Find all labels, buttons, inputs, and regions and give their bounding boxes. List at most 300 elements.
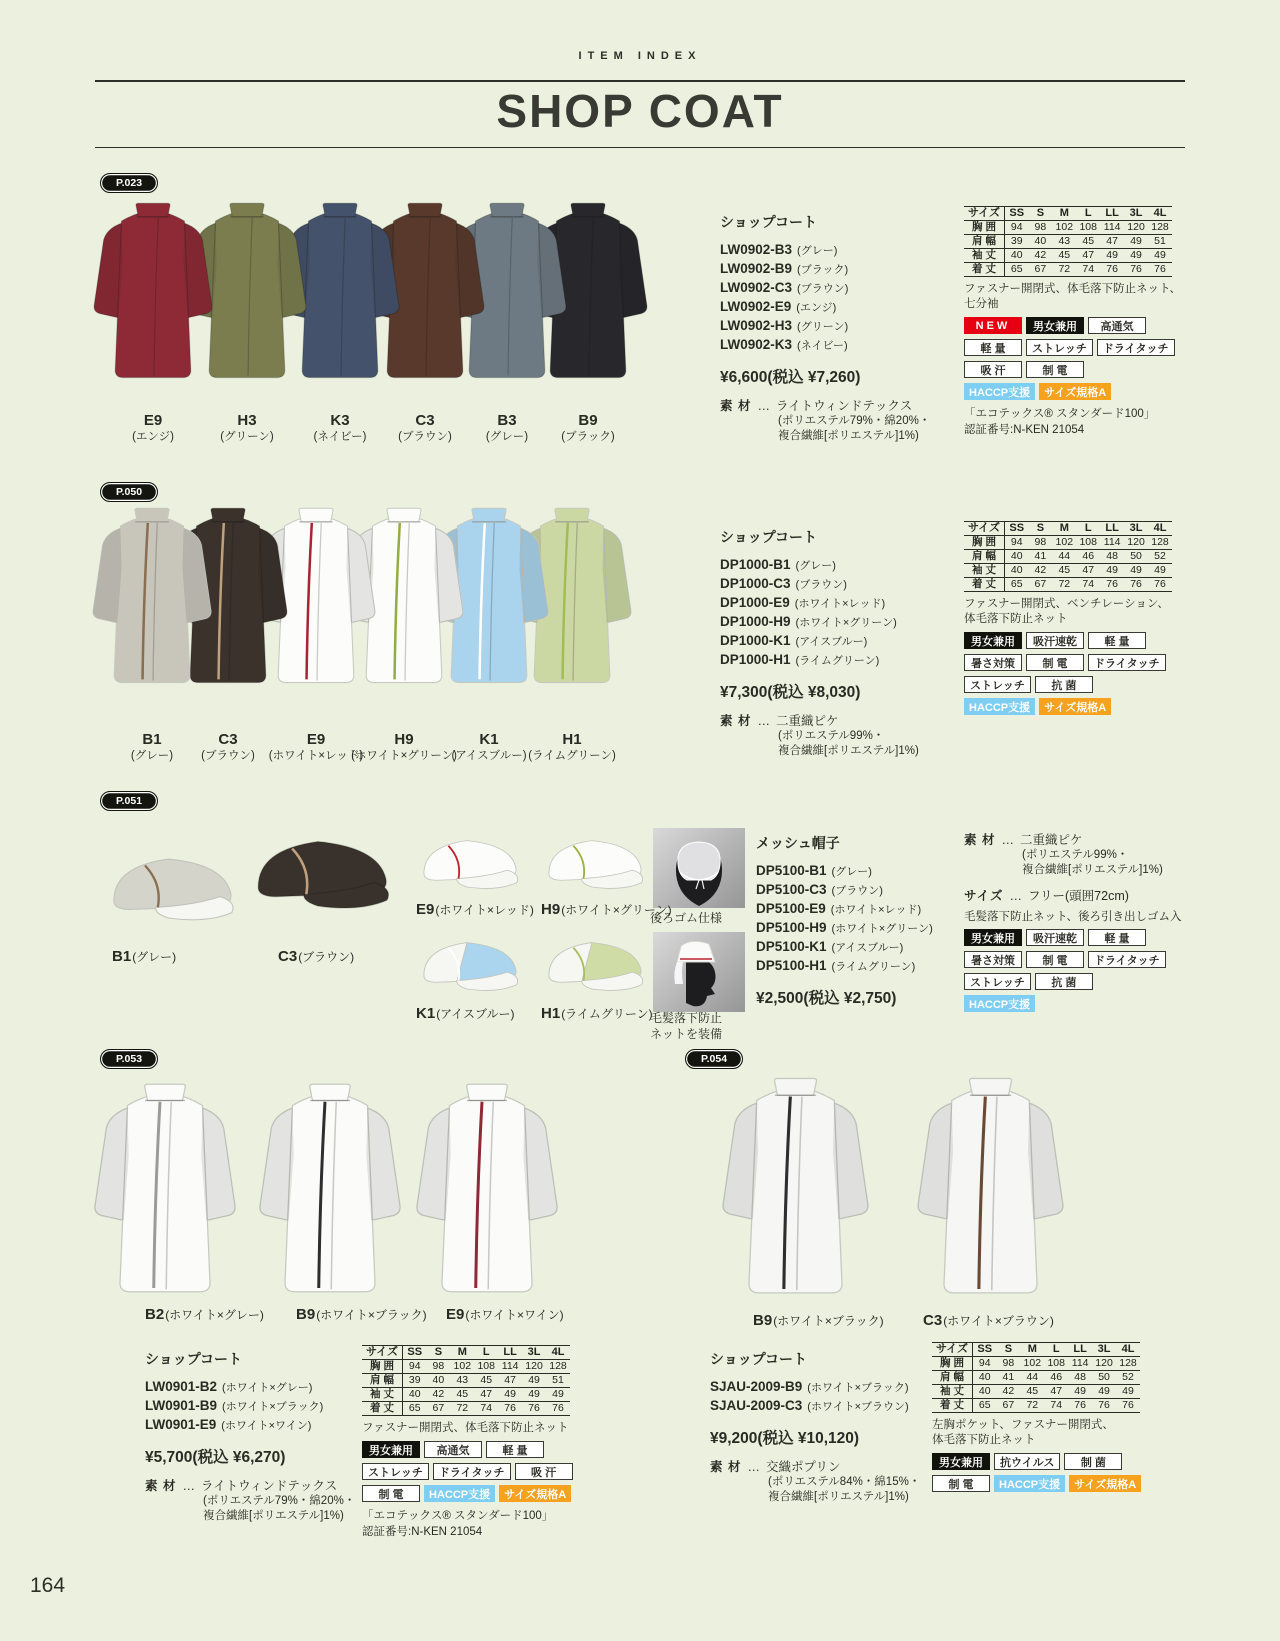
product-code: DP5100-C3 <box>756 882 827 897</box>
size-table-cell: 114 <box>498 1360 522 1374</box>
size-table-cell: 39 <box>403 1374 427 1388</box>
size-table-cell: 128 <box>1148 536 1172 550</box>
size-table-cell: 40 <box>973 1371 997 1385</box>
size-table-header-cell: サイズ <box>932 1343 973 1357</box>
product-code: DP5100-H9 <box>756 920 827 935</box>
size-table-cell: 50 <box>1092 1371 1116 1385</box>
size-table-cell: 128 <box>546 1360 570 1374</box>
garment-code: H3 <box>237 412 257 429</box>
material-dots: … <box>747 1460 760 1474</box>
cap-code: H1 <box>541 1005 561 1022</box>
product-code: LW0901-E9 <box>145 1417 217 1432</box>
size-table-row-label: 着 丈 <box>362 1402 403 1416</box>
size-table-row-label: 袖 丈 <box>964 249 1005 263</box>
page-ref-badge: P.050 <box>100 482 158 502</box>
size-table-header-cell: SS <box>1005 522 1029 536</box>
certification-text: 認証番号:N-KEN 21054 <box>964 424 1085 436</box>
size-table-cell: 94 <box>1005 221 1029 235</box>
size-table-header-cell: 4L <box>1148 207 1172 221</box>
feature-tag: 軽 量 <box>1088 632 1146 649</box>
material-detail: 複合繊維[ポリエステル]1%) <box>768 1490 909 1503</box>
garment-label <box>923 1312 1054 1329</box>
feature-tag: 吸汗速乾 <box>1026 632 1084 649</box>
size-table-cell: 67 <box>1028 578 1052 592</box>
product-color-name: (ホワイト×グレー) <box>222 1382 313 1394</box>
cap-color-name: (ブラウン) <box>298 950 355 964</box>
feature-tag: 暑さ対策 <box>964 951 1022 968</box>
feature-tag: ドライタッチ <box>433 1463 511 1480</box>
size-table-header-cell: サイズ <box>964 522 1005 536</box>
certification-text: 認証番号:N-KEN 21054 <box>362 1526 483 1538</box>
photo-caption: 後ろゴム仕様 <box>650 911 723 925</box>
feature-tag: HACCP支援 <box>964 995 1035 1012</box>
size-table-row-label: 胸 囲 <box>362 1360 403 1374</box>
size-table-cell: 72 <box>1020 1399 1044 1413</box>
garment-image <box>255 1078 405 1301</box>
feature-tag-row <box>932 1475 1172 1492</box>
garment-color-name: (ホワイト×ブラック) <box>773 1314 884 1328</box>
feature-tag: 制 電 <box>932 1475 990 1492</box>
product-color-name: (ホワイト×ワイン) <box>221 1420 312 1432</box>
feature-tag: 男女兼用 <box>932 1453 990 1470</box>
size-table-header-cell: 4L <box>1148 522 1172 536</box>
size-table-cell: 45 <box>1020 1385 1044 1399</box>
cap-code: K1 <box>416 1005 436 1022</box>
size-table-header-cell: SS <box>403 1346 427 1360</box>
product-color-name: (ブラウン) <box>797 283 849 295</box>
size-table-row <box>932 1399 1140 1413</box>
size-table-cell: 76 <box>546 1402 570 1416</box>
feature-tag: 男女兼用 <box>1026 317 1084 334</box>
feature-tag: 抗 菌 <box>1035 973 1093 990</box>
size-table-cell: 40 <box>1028 235 1052 249</box>
size-table-header-cell: SS <box>973 1343 997 1357</box>
size-table-header-cell: L <box>1044 1343 1068 1357</box>
size-table-cell: 74 <box>1044 1399 1068 1413</box>
feature-tag: HACCP支援 <box>964 698 1035 715</box>
cap-code: H9 <box>541 901 561 918</box>
garment-label <box>753 1312 884 1329</box>
size-table-cell: 44 <box>1052 550 1076 564</box>
size-table-cell: 47 <box>1100 235 1124 249</box>
size-table-cell: 40 <box>1005 249 1029 263</box>
size-table-cell: 45 <box>474 1374 498 1388</box>
size-table-header-cell: L <box>1076 207 1100 221</box>
garment-code: E9 <box>306 731 326 748</box>
page-number: 164 <box>30 1574 66 1597</box>
feature-tag: 軽 量 <box>486 1441 544 1458</box>
feature-tag: 男女兼用 <box>964 632 1022 649</box>
size-table-cell: 67 <box>1028 263 1052 277</box>
feature-tag: 制 電 <box>1026 951 1084 968</box>
material-detail: (ポリエステル84%・綿15%・ <box>768 1476 921 1488</box>
garment-code: C3 <box>218 731 238 748</box>
size-table-row-label: 胸 囲 <box>932 1357 973 1371</box>
size-table-cell: 76 <box>1100 263 1124 277</box>
garment-color-name: (ブラウン) <box>398 431 452 443</box>
feature-tag: サイズ規格A <box>1069 1475 1141 1492</box>
garment-code: B3 <box>497 412 517 429</box>
size-table-cell: 114 <box>1100 221 1124 235</box>
garment-code: K1 <box>479 731 499 748</box>
feature-tag: HACCP支援 <box>424 1485 495 1502</box>
garment-code: H9 <box>394 731 414 748</box>
size-table-row <box>932 1357 1140 1371</box>
garment-image <box>718 1072 873 1302</box>
product-code: DP1000-C3 <box>720 576 791 591</box>
features-text: 七分袖 <box>964 298 999 310</box>
garment-color-name: (ホワイト×ワイン) <box>465 1308 564 1322</box>
page-ref-badge: P.054 <box>685 1049 743 1069</box>
feature-tag: 男女兼用 <box>964 929 1022 946</box>
size-table-row-label: 袖 丈 <box>964 564 1005 578</box>
size-table-cell: 49 <box>1100 249 1124 263</box>
size-table-header-cell: LL <box>1100 207 1124 221</box>
size-table-cell: 108 <box>1076 221 1100 235</box>
feature-tag: ストレッチ <box>964 676 1031 693</box>
garment-code: C3 <box>923 1312 943 1329</box>
size-table-cell: 120 <box>1092 1357 1116 1371</box>
certification-text: 「エコテックス® スタンダード100」 <box>964 408 1156 420</box>
material-label: 素 材 <box>964 833 996 847</box>
size-table-cell: 67 <box>426 1402 450 1416</box>
features-text: ファスナー開閉式、体毛落下防止ネット <box>362 1422 569 1434</box>
size-table-row-label: 着 丈 <box>932 1399 973 1413</box>
material-detail: 複合繊維[ポリエステル]1%) <box>778 429 919 442</box>
size-table-cell: 42 <box>1028 249 1052 263</box>
feature-tag: 高通気 <box>424 1441 482 1458</box>
size-table-cell: 76 <box>522 1402 546 1416</box>
feature-tag: 制 電 <box>362 1485 420 1502</box>
price: ¥7,300(税込 ¥8,030) <box>720 684 861 701</box>
size-table-cell: 65 <box>403 1402 427 1416</box>
feature-tag: 制 電 <box>1026 654 1084 671</box>
size-table-header-cell: L <box>1076 522 1100 536</box>
size-table-cell: 51 <box>546 1374 570 1388</box>
size-table-cell: 49 <box>1068 1385 1092 1399</box>
feature-tag: 軽 量 <box>964 339 1022 356</box>
product-code: LW0902-K3 <box>720 337 793 352</box>
page-ref-badge: P.023 <box>100 173 158 193</box>
size-table-cell: 94 <box>403 1360 427 1374</box>
feature-tag: HACCP支援 <box>994 1475 1065 1492</box>
feature-tag: 暑さ対策 <box>964 654 1022 671</box>
size-table-cell: 102 <box>450 1360 474 1374</box>
material-dots: … <box>757 714 770 728</box>
cap-color-name: (ホワイト×レッド) <box>435 903 534 917</box>
size-table-cell: 67 <box>996 1399 1020 1413</box>
garment-code: B2 <box>145 1306 165 1323</box>
size-table-cell: 108 <box>474 1360 498 1374</box>
feature-tag: ストレッチ <box>362 1463 429 1480</box>
size-table-header-cell: 4L <box>1116 1343 1140 1357</box>
feature-tag: 吸汗速乾 <box>1026 929 1084 946</box>
product-code: DP1000-K1 <box>720 633 791 648</box>
feature-tag: ドライタッチ <box>1088 654 1166 671</box>
size-table-header-cell: L <box>474 1346 498 1360</box>
material-detail: 複合繊維[ポリエステル]1%) <box>778 744 919 757</box>
size-table-cell: 41 <box>1028 550 1052 564</box>
size-table-row-label: 肩 幅 <box>932 1371 973 1385</box>
garment-code: B1 <box>142 731 162 748</box>
size-table-cell: 50 <box>1124 550 1148 564</box>
size-table-cell: 74 <box>1076 578 1100 592</box>
product-code: SJAU-2009-B9 <box>710 1379 803 1394</box>
size-table-cell: 108 <box>1044 1357 1068 1371</box>
product-code: LW0902-C3 <box>720 280 793 295</box>
material-label: 素 材 <box>710 1460 742 1474</box>
size-table-row <box>932 1385 1140 1399</box>
size-table-header-cell: M <box>1020 1343 1044 1357</box>
size-table-cell: 49 <box>1092 1385 1116 1399</box>
size-table <box>932 1342 1140 1413</box>
garment-color-name: (ホワイト×グレー) <box>165 1308 264 1322</box>
size-table-cell: 76 <box>1124 263 1148 277</box>
size-table-cell: 76 <box>1148 578 1172 592</box>
feature-tag: 男女兼用 <box>362 1441 420 1458</box>
size-table-header-cell: サイズ <box>362 1346 403 1360</box>
size-table-cell: 40 <box>403 1388 427 1402</box>
features-text: 左胸ポケット、ファスナー開閉式、 <box>932 1419 1114 1431</box>
spec-column <box>932 1342 1172 1492</box>
size-table-cell: 98 <box>996 1357 1020 1371</box>
product-color-name: (ブラウン) <box>795 579 847 591</box>
product-color-name: (グレー) <box>795 560 836 572</box>
material-label: 素 材 <box>145 1479 177 1493</box>
product-code: LW0902-B9 <box>720 261 793 276</box>
size-table-row-label: 肩 幅 <box>362 1374 403 1388</box>
size-table-cell: 40 <box>426 1374 450 1388</box>
product-color-name: (ホワイト×ブラウン) <box>807 1401 909 1413</box>
size-table-header-cell: 3L <box>1124 207 1148 221</box>
size-table-cell: 45 <box>1052 249 1076 263</box>
product-color-name: (グレー) <box>831 866 872 878</box>
product-color-name: (ライムグリーン) <box>831 961 916 973</box>
product-color-name: (グリーン) <box>797 321 849 333</box>
cap-color-name: (アイスブルー) <box>436 1007 515 1021</box>
garment-code: B9 <box>296 1306 316 1323</box>
size-table-cell: 98 <box>1028 536 1052 550</box>
size-table-cell: 76 <box>1068 1399 1092 1413</box>
size-table-cell: 98 <box>426 1360 450 1374</box>
garment-color-name: (エンジ) <box>132 431 174 443</box>
size-table-cell: 49 <box>522 1388 546 1402</box>
size-table-cell: 40 <box>1005 550 1029 564</box>
size-table-cell: 76 <box>1116 1399 1140 1413</box>
garment-color-name: (ブラック) <box>561 431 615 443</box>
size-table-header-cell: 3L <box>1124 522 1148 536</box>
garment-color-name: (グレー) <box>485 431 529 443</box>
size-table-cell: 49 <box>1116 1385 1140 1399</box>
size-table-cell: 65 <box>1005 578 1029 592</box>
material-label: 素 材 <box>720 714 752 728</box>
size-table-row-label: 肩 幅 <box>964 550 1005 564</box>
material-name: ライトウィンドテックス <box>775 399 913 413</box>
product-color-name: (ブラック) <box>797 264 849 276</box>
product-code: LW0902-B3 <box>720 242 793 257</box>
size-table-row <box>932 1371 1140 1385</box>
size-table-cell: 65 <box>973 1399 997 1413</box>
feature-tag: 制 菌 <box>1064 1453 1122 1470</box>
size-table-cell: 74 <box>474 1402 498 1416</box>
size-table-cell: 48 <box>1068 1371 1092 1385</box>
cap-color-name: (ライムグリーン) <box>561 1007 653 1021</box>
product-type: メッシュ帽子 <box>756 835 840 851</box>
material-detail: (ポリエステル79%・綿20%・ <box>778 415 931 427</box>
garment-image <box>913 1072 1068 1302</box>
feature-tag: ドライタッチ <box>1097 339 1175 356</box>
feature-tag: NEW <box>964 317 1022 334</box>
product-color-name: (アイスブルー) <box>795 636 868 648</box>
product-type: ショップコート <box>720 214 818 230</box>
size-table-cell: 47 <box>498 1374 522 1388</box>
size-table-cell: 41 <box>996 1371 1020 1385</box>
size-table-header-cell: S <box>996 1343 1020 1357</box>
feature-tag: サイズ規格A <box>1039 698 1111 715</box>
size-table-cell: 52 <box>1148 550 1172 564</box>
garment-image <box>90 198 216 385</box>
size-table-cell: 120 <box>1124 221 1148 235</box>
garment-color-name: (ホワイト×レッド) <box>268 750 364 762</box>
size-table-header-cell: M <box>1052 207 1076 221</box>
size-table-cell: 76 <box>1148 263 1172 277</box>
feature-tag: ストレッチ <box>964 973 1031 990</box>
garment-color-name: (ブラウン) <box>201 750 255 762</box>
feature-tag: 高通気 <box>1088 317 1146 334</box>
material-detail: 複合繊維[ポリエステル]1%) <box>203 1509 344 1522</box>
cap-color-name: (グレー) <box>132 950 177 964</box>
size-table-header-cell: SS <box>1005 207 1029 221</box>
garment-code: E9 <box>446 1306 465 1323</box>
product-code: LW0902-E9 <box>720 299 792 314</box>
size-table-cell: 94 <box>1005 536 1029 550</box>
material-name: 交織ポプリン <box>765 1460 841 1474</box>
size-table-row-label: 着 丈 <box>964 263 1005 277</box>
feature-tag: 吸 汗 <box>515 1463 573 1480</box>
garment-color-name: (ネイビー) <box>313 431 367 443</box>
material-label: 素 材 <box>720 399 752 413</box>
feature-tag: サイズ規格A <box>1039 383 1111 400</box>
size-table-cell: 46 <box>1076 550 1100 564</box>
garment-code: K3 <box>330 412 350 429</box>
cap-code: C3 <box>278 948 298 965</box>
size-table-row-label: 胸 囲 <box>964 221 1005 235</box>
cap-code: B1 <box>112 948 132 965</box>
size-table-cell: 45 <box>1052 564 1076 578</box>
size-spec-dots: … <box>1009 889 1023 903</box>
product-color-name: (ホワイト×ブラック) <box>222 1401 324 1413</box>
size-table-cell: 98 <box>1028 221 1052 235</box>
size-table-cell: 128 <box>1116 1357 1140 1371</box>
product-code: LW0901-B9 <box>145 1398 218 1413</box>
size-table-cell: 39 <box>1005 235 1029 249</box>
size-table-cell: 49 <box>1124 249 1148 263</box>
size-table-cell: 45 <box>450 1388 474 1402</box>
size-table-cell: 72 <box>1052 578 1076 592</box>
product-color-name: (ネイビー) <box>797 340 848 352</box>
product-code: DP5100-K1 <box>756 939 827 954</box>
material-row <box>710 1457 940 1475</box>
garment-color-name: (グリーン) <box>220 431 274 443</box>
size-table-cell: 52 <box>1116 1371 1140 1385</box>
material-detail: (ポリエステル79%・綿20%・ <box>203 1495 356 1507</box>
certification-text: 「エコテックス® スタンダード100」 <box>362 1510 554 1522</box>
size-table-header-cell: LL <box>1068 1343 1092 1357</box>
material-name: ライトウィンドテックス <box>200 1479 338 1493</box>
price: ¥2,500(税込 ¥2,750) <box>756 990 897 1007</box>
size-table-cell: 49 <box>1100 564 1124 578</box>
feature-tag: HACCP支援 <box>964 383 1035 400</box>
size-table-header-cell: 4L <box>546 1346 570 1360</box>
size-table-cell: 49 <box>1148 249 1172 263</box>
size-table-cell: 43 <box>450 1374 474 1388</box>
garment-color-name: (ホワイト×グリーン) <box>351 750 457 762</box>
garment-color-name: (ホワイト×ブラウン) <box>943 1314 1054 1328</box>
size-table-cell: 43 <box>1052 235 1076 249</box>
size-table-cell: 49 <box>498 1388 522 1402</box>
feature-tag: 抗 菌 <box>1035 676 1093 693</box>
features-text: ファスナー開閉式、体毛落下防止ネット、 <box>964 283 1182 295</box>
product-code-line <box>710 1379 940 1398</box>
size-table-cell: 48 <box>1100 550 1124 564</box>
garment-color-name: (ライムグリーン) <box>528 750 616 762</box>
size-table-cell: 114 <box>1068 1357 1092 1371</box>
material-dots: … <box>757 399 770 413</box>
garment-code: E9 <box>143 412 163 429</box>
cap-color-name: (ホワイト×グリーン) <box>561 903 672 917</box>
product-color-name: (エンジ) <box>796 302 837 314</box>
product-color-name: (ライムグリーン) <box>795 655 880 667</box>
note-text: 毛髪落下防止ネット、後ろ引き出しゴム入 <box>964 911 1182 923</box>
size-table-cell: 76 <box>498 1402 522 1416</box>
product-code: SJAU-2009-C3 <box>710 1398 803 1413</box>
feature-tag: サイズ規格A <box>499 1485 571 1502</box>
cap-code: E9 <box>416 901 435 918</box>
size-spec-value: フリー(頭囲72cm) <box>1028 889 1129 903</box>
size-table-cell: 74 <box>1076 263 1100 277</box>
product-info <box>710 1349 940 1504</box>
garment-image <box>412 1078 562 1301</box>
size-table-cell: 114 <box>1100 536 1124 550</box>
price: ¥6,600(税込 ¥7,260) <box>720 369 861 386</box>
size-table-cell: 51 <box>1148 235 1172 249</box>
page-title: SHOP COAT <box>496 85 784 137</box>
size-table-cell: 128 <box>1148 221 1172 235</box>
feature-tag: ストレッチ <box>1026 339 1093 356</box>
size-table-cell: 76 <box>1100 578 1124 592</box>
size-table-header-cell: S <box>1028 207 1052 221</box>
size-table-cell: 72 <box>1052 263 1076 277</box>
product-color-name: (ホワイト×レッド) <box>794 598 886 610</box>
size-table-cell: 40 <box>1005 564 1029 578</box>
size-table-header-cell: 3L <box>1092 1343 1116 1357</box>
garment-code: C3 <box>415 412 435 429</box>
size-table-header-row <box>932 1343 1140 1357</box>
size-table-cell: 108 <box>1076 536 1100 550</box>
feature-tag-row <box>932 1453 1172 1470</box>
feature-tag: 軽 量 <box>1088 929 1146 946</box>
product-code: DP1000-B1 <box>720 557 791 572</box>
product-color-name: (グレー) <box>797 245 838 257</box>
size-table-header-cell: サイズ <box>964 207 1005 221</box>
material-detail: (ポリエステル99%・ <box>1022 849 1129 861</box>
garment-color-name: (グレー) <box>130 750 174 762</box>
size-table-cell: 44 <box>1020 1371 1044 1385</box>
size-table-header-cell: LL <box>498 1346 522 1360</box>
photo-caption-line: 毛髪落下防止 <box>650 1011 723 1025</box>
feature-tag: 抗ウイルス <box>994 1453 1060 1470</box>
product-color-name: (ブラウン) <box>831 885 883 897</box>
